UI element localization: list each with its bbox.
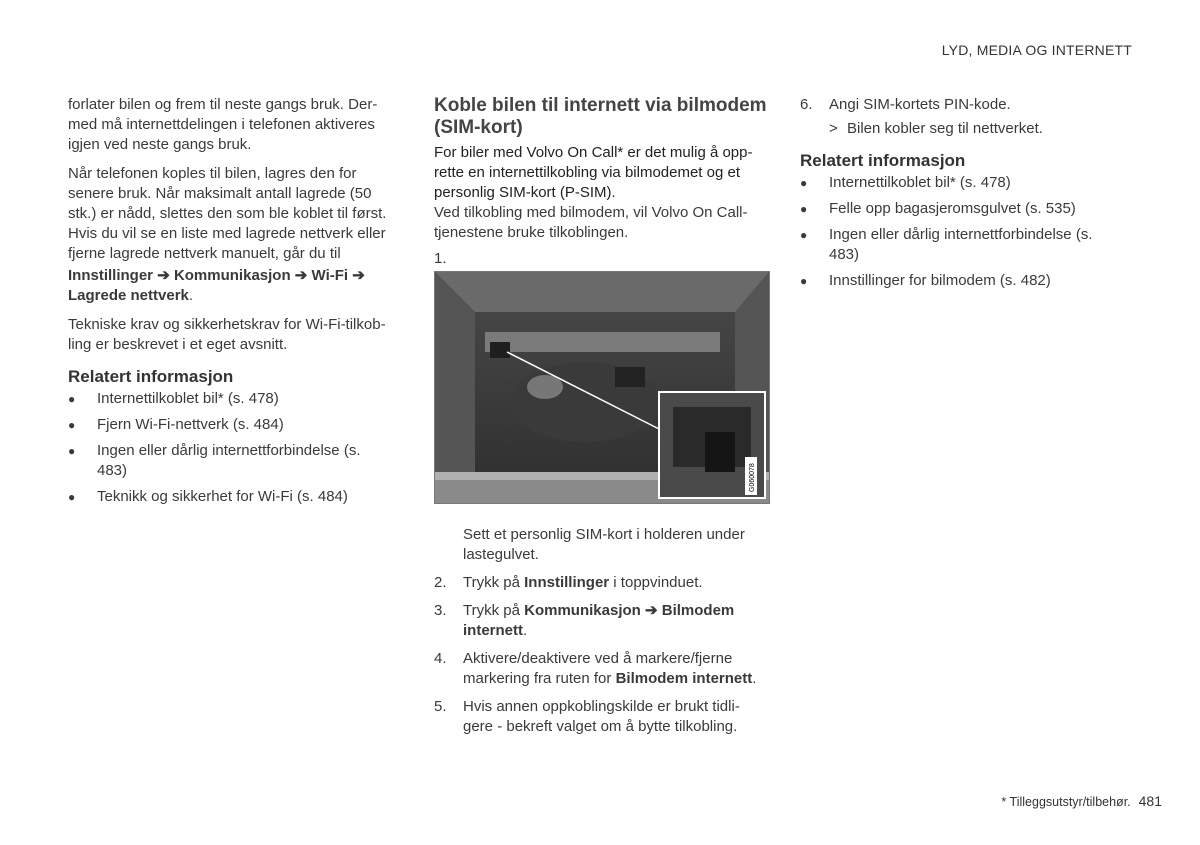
related-link[interactable]: ● Teknikk og sikkerhet for Wi-Fi (s. 484) [68, 488, 348, 505]
footnote: * Tilleggsutstyr/tilbehør. [1001, 795, 1131, 809]
bullet-icon: ● [68, 392, 76, 406]
related-link[interactable]: ● Fjern Wi-Fi-nettverk (s. 484) [68, 416, 284, 433]
menu-path-item: Wi-Fi [311, 267, 349, 284]
section-header: LYD, MEDIA OG INTERNETT [941, 42, 1132, 58]
step-item: 5. Hvis annen oppkoblingskilde er brukt tidli-gere - bekreft valget om å bytte tilkobling. [434, 698, 740, 735]
menu-path-item: Innstillinger [68, 267, 154, 284]
related-link[interactable]: ● Innstillinger for bilmodem (s. 482) [800, 272, 1051, 289]
intro-paragraph: For biler med Volvo On Call* er det mulig å opp-rette en internettilkobling via bilmodemet og et personlig SIM-kort (P-SIM). [434, 144, 753, 201]
bullet-icon: ● [800, 176, 808, 190]
step-item: 4. Aktivere/deaktivere ved å markere/fjerne markering fra ruten for Bilmodem internett. [434, 650, 757, 687]
steps-list [434, 573, 769, 737]
section-title: Koble bilen til internett via bilmodem (SIM-kort) [434, 95, 767, 138]
related-heading: Relatert informasjon [800, 151, 966, 170]
related-list [68, 389, 393, 507]
steps-list [800, 95, 1100, 139]
figure-code: G060078 [749, 463, 756, 492]
bullet-icon: ● [68, 418, 76, 432]
related-link[interactable]: ● Ingen eller dårlig internettforbindelse (s. 483) [68, 442, 361, 479]
paragraph: Tekniske krav og sikkerhetskrav for Wi-Fi-tilkob-ling er beskrevet i et eget avsnitt. [68, 316, 386, 353]
menu-path [68, 266, 393, 306]
step-item: 2. Trykk på Innstillinger i toppvinduet. [434, 574, 703, 591]
column-right [800, 95, 1100, 297]
trunk-sim-holder-image [434, 271, 770, 504]
paragraph: forlater bilen og frem til neste gangs bruk. Der-med må internettdelingen i telefonen aktiveres igjen ved neste gangs bruk. [68, 96, 378, 153]
bullet-icon: ● [800, 274, 808, 288]
period: . [188, 287, 194, 304]
menu-path-item: Lagrede nettverk [68, 287, 189, 304]
trunk-illustration [435, 272, 769, 503]
arrow-right-icon: ➔ [294, 267, 308, 284]
page-footer [1001, 791, 1162, 812]
arrow-right-icon: ➔ [352, 267, 365, 284]
arrow-right-icon: ➔ [157, 267, 170, 284]
column-left [68, 95, 393, 513]
bullet-icon: ● [68, 444, 76, 458]
related-link[interactable]: ● Internettilkoblet bil* (s. 478) [68, 390, 279, 407]
step-text: Sett et personlig SIM-kort i holderen under lastegulvet. [463, 526, 745, 563]
bullet-icon: ● [68, 490, 76, 504]
related-link[interactable]: ● Felle opp bagasjeromsgulvet (s. 535) [800, 200, 1076, 217]
related-heading: Relatert informasjon [68, 367, 234, 386]
related-link[interactable]: ● Internettilkoblet bil* (s. 478) [800, 174, 1011, 191]
related-link[interactable]: ● Ingen eller dårlig internettforbindelse (s. 483) [800, 226, 1093, 263]
bullet-icon: ● [800, 202, 808, 216]
column-middle [434, 95, 769, 745]
step-item: 6. Angi SIM-kortets PIN-kode. > Bilen kobler seg til nettverket. [800, 95, 1100, 139]
paragraph: Når telefonen koples til bilen, lagres den for senere bruk. Når maksimalt antall lagrede (50 stk.) er nådd, slettes den som ble koblet til først. Hvis du vil se en liste med lagrede nettverk eller fjerne lagrede nettverk manuelt, går du til [68, 165, 387, 262]
related-list [800, 173, 1100, 291]
note-paragraph: Ved tilkobling med bilmodem, vil Volvo On Call-tjenestene bruke tilkoblingen. [434, 204, 748, 241]
page-number: 481 [1138, 793, 1162, 809]
menu-path-item: Kommunikasjon [173, 267, 291, 284]
bullet-icon: ● [800, 228, 808, 242]
step-item: 3. Trykk på Kommunikasjon ➔ Bilmodem internett. [434, 602, 735, 639]
step-number: 1. [434, 250, 447, 267]
step-result: > Bilen kobler seg til nettverket. [829, 120, 1043, 137]
arrow-right-icon: ➔ [644, 602, 658, 619]
